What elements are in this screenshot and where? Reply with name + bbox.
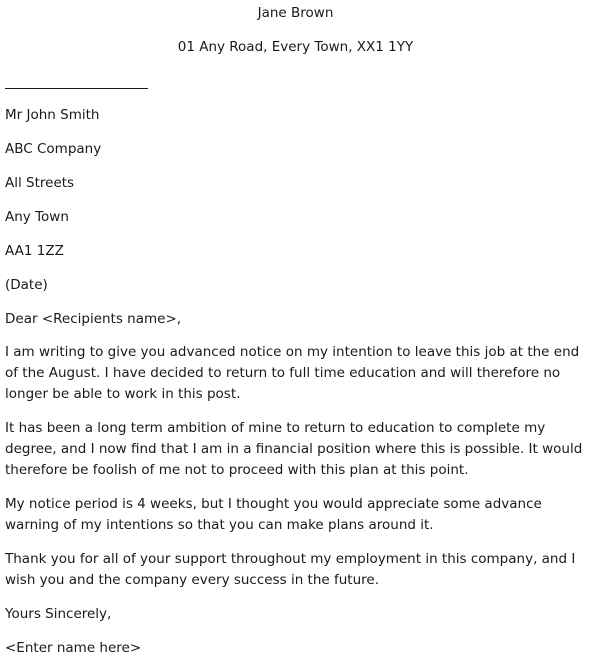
recipient-company: ABC Company: [5, 141, 102, 157]
recipient-town: Any Town: [5, 209, 69, 225]
divider-line: [5, 88, 148, 89]
body-paragraph: My notice period is 4 weeks, but I thought you would appreciate some advance warning of my intentions so that you can make plans around it.: [5, 496, 542, 533]
sender-name: Jane Brown: [257, 5, 334, 21]
closing: Yours Sincerely,: [5, 606, 112, 622]
body-paragraph: It has been a long term ambition of mine to return to education to complete my degree, and I now find that I am in a financial position where this is possible. It would therefore be foolish of me not to proceed with this plan at this point.: [5, 420, 583, 478]
salutation: Dear <Recipients name>,: [5, 311, 182, 327]
recipient-name: Mr John Smith: [5, 107, 100, 123]
signature-placeholder: <Enter name here>: [5, 640, 142, 656]
sender-address: 01 Any Road, Every Town, XX1 1YY: [177, 39, 414, 55]
recipient-postcode: AA1 1ZZ: [5, 243, 64, 259]
letter-date: (Date): [5, 277, 48, 293]
body-paragraph: I am writing to give you advanced notice on my intention to leave this job at the end of the August. I have decided to return to full time education and will therefore no longer be able to work in this post.: [5, 344, 580, 402]
body-paragraph: Thank you for all of your support throughout my employment in this company, and I wish you and the company every success in the future.: [5, 551, 576, 588]
recipient-street: All Streets: [5, 175, 75, 191]
